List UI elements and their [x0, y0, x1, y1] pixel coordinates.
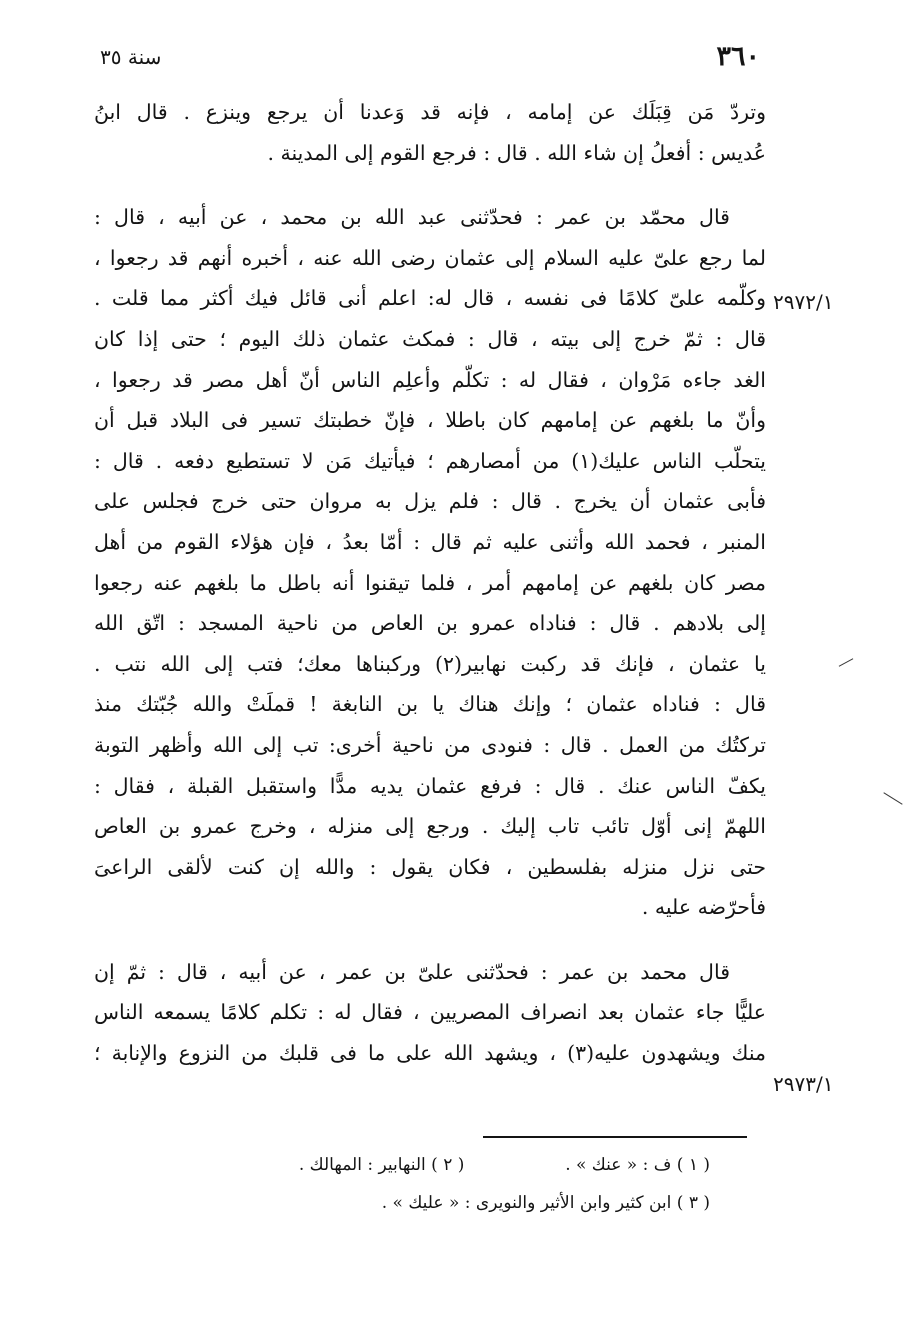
text-line: حتى نزل منزله بفلسطين ، فكان يقول : والله إن كنت لألقى الراعىَ: [94, 854, 766, 879]
text-line: المنبر ، فحمد الله وأثنى عليه ثم قال : أمّا بعدُ ، فإن هؤلاء القوم من أهل: [94, 529, 766, 554]
text-line: يا عثمان ، فإنك قد ركبت نهابير(٢) وركبناها معك؛ فتب إلى الله نتب .: [94, 651, 766, 676]
text-line: قال محمّد بن عمر : فحدّثنى عبد الله بن محمد ، عن أبيه ، قال :: [94, 205, 730, 230]
page-number: ٣٦٠: [716, 41, 760, 72]
running-head-year: سنة ٣٥: [100, 45, 162, 69]
margin-tick-mark: [839, 658, 854, 666]
text-line: مصر كان بلغهم عن إمامهم أمر ، فلما تيقنوا أنه باطل ما بلغهم عنه رجعوا: [94, 570, 766, 595]
text-line: إلى بلادهم . قال : فناداه عمرو بن العاص من ناحية المسجد : اتّق الله: [94, 611, 766, 636]
text-line: يكفّ الناس عنك . قال : فرفع عثمان يديه مدًّا واستقبل القبلة ، فقال :: [94, 773, 766, 798]
page-header: [100, 40, 760, 74]
margin-tick-mark: [883, 792, 902, 805]
text-line: وكلّمه علىّ كلامًا فى نفسه ، قال له: اعلم أنى قائل فيك أكثر مما قلت .: [94, 286, 766, 311]
text-line: عليًّا جاء عثمان بعد انصراف المصريين ، فقال له : تكلم كلامًا يسمعه الناس: [94, 1000, 766, 1025]
text-line: عُديس : أفعلُ إن شاء الله . قال : فرجع القوم إلى المدينة .: [267, 140, 766, 165]
footnotes: [260, 1146, 710, 1222]
footnote-3: ( ٣ ) ابن كثير وابن الأثير والنويرى : « عليك » .: [381, 1193, 710, 1213]
text-line: منك ويشهدون عليه(٣) ، ويشهد الله على ما فى قلبك من النزوع والإنابة ؛: [94, 1041, 766, 1066]
text-line: يتحلّب الناس عليك(١) من أمصارهم ؛ فيأتيك مَن لا تستطيع دفعه . قال :: [94, 448, 766, 473]
text-line: فأحرّضه عليه .: [641, 895, 766, 920]
footnote-row: [260, 1146, 710, 1184]
text-line: فأبى عثمان أن يخرج . قال : فلم يزل به مروان حتى خرج فجلس على: [94, 489, 766, 514]
text-line: قال : ثمّ خرج إلى بيته ، قال : فمكث عثمان ذلك اليوم ؛ حتى إذا كان: [94, 326, 766, 351]
text-line: الغد جاءه مَرْوان ، فقال له : تكلّم وأعلِم الناس أنّ أهل مصر قد رجعوا ،: [94, 367, 766, 392]
main-text: [94, 92, 766, 1074]
text-line: قال محمد بن عمر : فحدّثنى علىّ بن عمر ، عن أبيه ، قال : ثمّ إن: [94, 959, 730, 984]
footnote-2: ( ٢ ) النهابير : المهالك .: [298, 1155, 465, 1175]
text-line: لما رجع علىّ عليه السلام إلى عثمان رضى الله عنه ، أخبره أنهم قد رجعوا ،: [94, 245, 766, 270]
text-line: قال : فناداه عثمان ؛ وإنك هناك يا بن النابغة ! قملَتْ والله جُبّتك منذ: [94, 692, 766, 717]
text-line: تركتُك من العمل . قال : فنودى من ناحية أخرى: تب إلى الله وأظهر التوبة: [94, 732, 766, 757]
text-line: وتردّ مَن قِبَلَك عن إمامه ، فإنه قد وَعدنا أن يرجع وينزع . قال ابنُ: [94, 100, 766, 124]
text-line: وأنّ ما بلغهم عن إمامهم كان باطلا ، فإنّ خطبتك تسير فى البلاد قبل أن: [94, 408, 766, 433]
margin-reference: ٢٩٧٣/١: [773, 1072, 834, 1096]
footnote-row: [260, 1184, 710, 1222]
margin-reference: ٢٩٧٢/١: [773, 290, 834, 314]
footnote-1: ( ١ ) ف : « عنك » .: [565, 1155, 710, 1175]
footnote-rule: [483, 1136, 747, 1138]
text-line: اللهمّ إنى أوّل تائب تاب إليك . ورجع إلى منزله ، وخرج عمرو بن العاص: [94, 814, 766, 839]
